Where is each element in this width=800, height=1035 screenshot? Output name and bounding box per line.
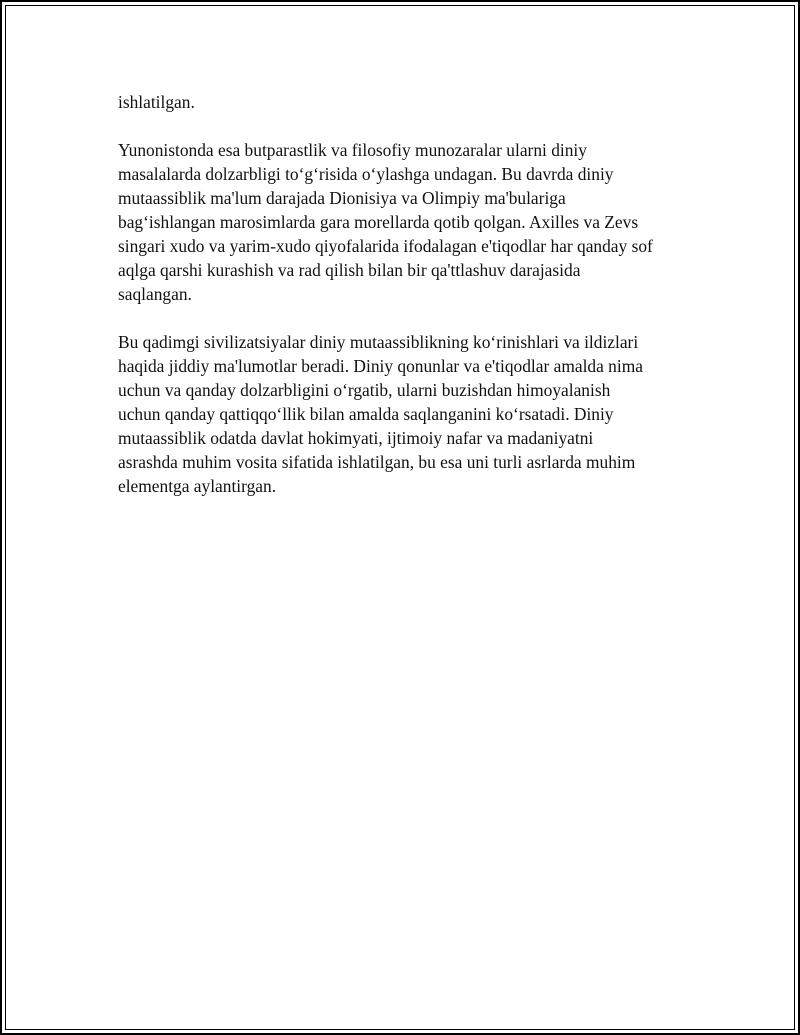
paragraph-greece: Yunonistonda esa butparastlik va filosofiy munozaralar ularni diniy masalalarda dolzarbligi to‘g‘risida o‘ylashga undagan. Bu davrda diniy mutaassiblik ma'lum darajada Dionisiya va Olimpiy ma'bulariga bag‘ishlangan marosimlarda gara morellarda qotib qolgan. Axilles va Zevs singari xudo va yarim-xudo qiyofalarida ifodalagan e'tiqodlar har qanday sof aqlga qarshi kurashish va rad qilish bilan bir qa'ttlashuv darajasida saqlangan. [118,140,653,304]
document-body [118,90,693,522]
paragraph-continuation: ishlatilgan. [118,92,195,112]
paragraph-ancient-civilizations: Bu qadimgi sivilizatsiyalar diniy mutaassiblikning ko‘rinishlari va ildizlari haqida jiddiy ma'lumotlar beradi. Diniy qonunlar va e'tiqodlar amalda nima uchun va qanday dolzarbligini o‘rgatib, ularni buzishdan himoyalanish uchun qanday qattiqqo‘llik bilan amalda saqlanganini ko‘rsatadi. Diniy mutaassiblik odatda davlat hokimyati, ijtimoiy nafar va madaniyatni asrashda muhim vosita sifatida ishlatilgan, bu esa uni turli asrlarda muhim elementga aylantirgan. [118,332,643,496]
